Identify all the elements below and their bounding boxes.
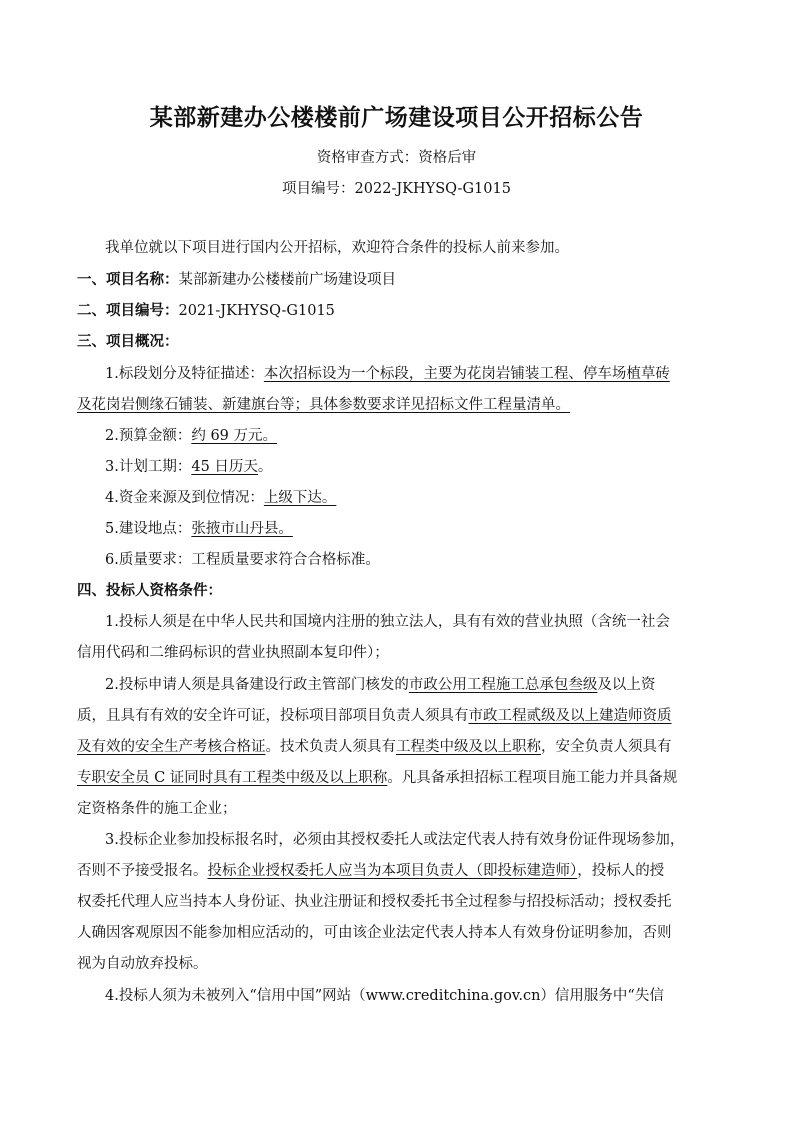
item-3-4-label: 4.资金来源及到位情况： [105, 490, 264, 506]
item-3-2 [105, 426, 723, 446]
item-4-2-text-a: 2.投标申请人须是具备建设行政主管部门核发的 [105, 677, 409, 693]
item-4-2-line-2 [77, 706, 723, 726]
item-4-2-underlined-b: 市政工程贰级及以上建造师资质 [468, 708, 672, 724]
review-method: 资格审查方式：资格后审 [316, 150, 477, 166]
item-3-5-value: 张掖市山丹县。 [191, 521, 293, 537]
item-3-3 [105, 457, 723, 477]
item-4-3-line-3: 权委托代理人应当持本人身份证、执业注册证和授权委托书全过程参与招投标活动；授权委托 [77, 894, 672, 910]
item-3-1-line-1 [105, 364, 723, 384]
item-4-2-line-5: 定资格条件的施工企业； [77, 801, 237, 817]
section-3-heading [77, 332, 723, 352]
item-3-3-value: 45 日历天 [191, 459, 258, 475]
section-1-value: 某部新建办公楼楼前广场建设项目 [178, 272, 396, 288]
item-3-5-label: 5.建设地点： [105, 521, 192, 537]
item-4-3-line-4: 人确因客观原因不能参加相应活动的，可由该企业法定代表人持本人有效身份证明参加，否则 [77, 925, 672, 941]
section-2-heading: 二、项目编号： [77, 303, 179, 319]
item-3-1-underlined-cont: 及花岗岩侧缘石铺装、新建旗台等；具体参数要求详见招标文件工程量清单。 [77, 397, 570, 413]
item-3-2-value: 约 69 万元。 [191, 428, 278, 444]
project-code-header: 项目编号：2022-JKHYSQ-G1015 [282, 181, 511, 197]
item-4-2-text-f: 。凡具备承担招标工程项目施工能力并具备规 [387, 770, 678, 786]
item-4-3-text-b: ，投标人的授 [577, 863, 665, 879]
item-4-2-underlined-c: 及有效的安全生产考核合格证 [77, 739, 266, 755]
item-4-3-line-1: 3.投标企业参加投标报名时，必须由其授权委托人或法定代表人持有效身份证件现场参加， [105, 832, 685, 848]
item-4-2-line-3 [77, 737, 723, 757]
item-4-2-line-4 [77, 768, 723, 788]
item-4-2-underlined-e: 专职安全员 C 证同时具有工程类中级及以上职称 [77, 770, 388, 786]
item-4-2-underlined-d: 工程类中级及以上职称 [396, 739, 541, 755]
item-3-5 [105, 519, 723, 539]
section-2 [77, 301, 723, 321]
item-3-4 [105, 488, 723, 508]
section-3-heading-text: 三、项目概况： [77, 334, 179, 350]
item-4-2-text-e: ，安全负责人须具有 [541, 739, 672, 755]
item-4-3-line-2 [77, 861, 723, 881]
section-1 [77, 270, 723, 290]
item-4-2-line-1 [105, 675, 723, 695]
item-4-2-underlined-a: 市政公用工程施工总承包叁级 [408, 677, 598, 693]
item-3-3-end: 。 [257, 459, 273, 475]
item-4-3-underlined: 投标企业授权委托人应当为本项目负责人（即投标建造师） [207, 863, 578, 879]
section-4-heading [77, 581, 723, 601]
item-4-2-text-c: 质，且具有有效的安全许可证，投标项目部项目负责人须具有 [77, 708, 469, 724]
section-2-value: 2021-JKHYSQ-G1015 [178, 303, 335, 319]
item-4-1-line-1: 1.投标人须是在中华人民共和国境内注册的独立法人，具有有效的营业执照（含统一社会 [105, 614, 670, 630]
item-3-2-label: 2.预算金额： [105, 428, 192, 444]
item-3-3-label: 3.计划工期： [105, 459, 192, 475]
item-4-2-text-d: 。技术负责人须具有 [265, 739, 396, 755]
item-3-6: 6.质量要求：工程质量要求符合合格标准。 [105, 552, 380, 568]
section-1-heading: 一、项目名称： [77, 272, 179, 288]
item-4-2-text-b: 及以上资 [597, 677, 656, 693]
item-4-3-text-a: 否则不予接受报名。 [77, 863, 208, 879]
item-3-4-value: 上级下达。 [263, 490, 337, 506]
intro-paragraph: 我单位就以下项目进行国内公开招标，欢迎符合条件的投标人前来参加。 [105, 240, 569, 256]
item-3-1-line-2 [77, 395, 723, 415]
item-4-3-line-5: 视为自动放弃投标。 [77, 956, 208, 972]
item-4-4-line-1: 4.投标人须为未被列入“信用中国”网站（www.creditchina.gov.cn）信用服务中“失信 [105, 988, 664, 1004]
item-3-1-underlined: 本次招标设为一个标段，主要为花岗岩铺装工程、停车场植草砖 [263, 366, 670, 382]
item-4-1-line-2: 信用代码和二维码标识的营业执照副本复印件）； [77, 645, 389, 661]
item-3-1-label: 1.标段划分及特征描述： [105, 366, 264, 382]
section-4-heading-text: 四、投标人资格条件： [77, 583, 222, 599]
document-title: 某部新建办公楼楼前广场建设项目公开招标公告 [149, 105, 644, 131]
